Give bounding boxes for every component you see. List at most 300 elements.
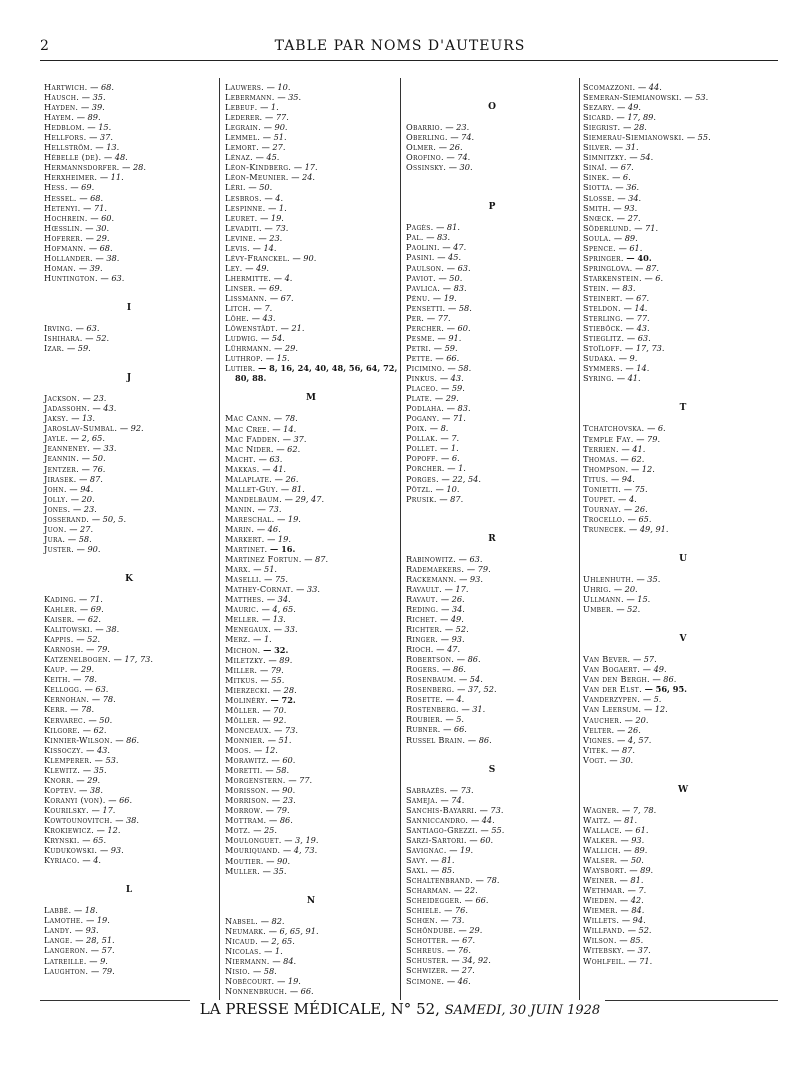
- index-entry: [44, 825, 214, 835]
- author-name: Laughton.: [44, 965, 89, 976]
- section-spacer: [44, 353, 214, 373]
- page-references: — 53.: [94, 754, 119, 765]
- page-references: — 63.: [75, 322, 100, 333]
- page-references: — 52.: [76, 634, 101, 645]
- index-entry: [583, 885, 783, 895]
- page-references: — 76.: [444, 905, 468, 916]
- section-spacer: [583, 564, 783, 574]
- footer-date: SAMEDI, 30 JUIN 1928: [444, 1003, 601, 1018]
- page-references: — 53.: [684, 92, 709, 103]
- page-references: — 84.: [272, 955, 297, 966]
- page-references: — 86.: [115, 734, 140, 745]
- author-name: Landy.: [44, 925, 73, 936]
- author-name: Schotter.: [406, 935, 449, 946]
- author-name: Snœck.: [583, 212, 615, 223]
- author-name: Umber.: [583, 604, 614, 615]
- page-references: — 51.: [267, 734, 292, 745]
- index-entry: [225, 835, 397, 845]
- index-entry: [406, 343, 578, 353]
- index-entry: [225, 645, 397, 655]
- page-references: — 86.: [467, 734, 492, 745]
- page-references: — 4.: [264, 192, 284, 203]
- author-name: Roubier.: [406, 714, 443, 725]
- page-references: — 34.: [441, 603, 465, 614]
- page-references: — 87.: [439, 493, 464, 504]
- section-letter: W: [677, 784, 689, 795]
- section-spacer: [406, 544, 578, 554]
- index-entry: [583, 213, 783, 223]
- author-name: Siegrist.: [583, 122, 621, 133]
- index-entry: [225, 604, 397, 614]
- index-entry: [225, 162, 397, 172]
- index-entry: [44, 935, 214, 945]
- index-entry: [406, 353, 578, 363]
- page-references: — 47.: [436, 644, 461, 655]
- page-references: — 84.: [620, 905, 645, 916]
- page-references: — 19.: [432, 292, 457, 303]
- page-references: — 58.: [447, 362, 472, 373]
- index-entry: [44, 132, 214, 142]
- author-name: Richter.: [406, 624, 443, 635]
- page-references: — 89.: [613, 232, 638, 243]
- index-entry: [225, 735, 397, 745]
- section-spacer: [44, 865, 214, 885]
- index-entry: [406, 945, 578, 955]
- page-references: — 77.: [426, 312, 451, 323]
- author-name: Morawitz.: [225, 755, 269, 766]
- section-letter: N: [306, 895, 316, 906]
- page-references: — 4, 73.: [282, 845, 318, 856]
- index-entry: [406, 303, 578, 313]
- page-references: — 28.: [122, 162, 146, 173]
- page-references: — 51.: [262, 132, 287, 143]
- author-name: Krynski.: [44, 835, 80, 846]
- author-name: Motz.: [225, 825, 251, 836]
- author-name: Lévy-Franckel.: [225, 252, 290, 263]
- page-references: — 40.: [626, 252, 652, 263]
- author-name: Sabrazès.: [406, 784, 448, 795]
- page-references: — 58.: [448, 302, 472, 313]
- page-references: — 66.: [443, 724, 467, 735]
- index-entry: [225, 203, 397, 213]
- page-references: — 12.: [630, 463, 655, 474]
- index-entry: [225, 715, 397, 725]
- index-entry: [406, 242, 578, 252]
- index-entry: [406, 805, 578, 815]
- author-name: Sezary.: [583, 102, 615, 113]
- author-name: Meller.: [225, 614, 260, 625]
- index-entry: [44, 765, 214, 775]
- author-name: Jura.: [44, 533, 66, 544]
- index-entry: [406, 965, 578, 975]
- index-entry: [225, 564, 397, 574]
- page-references: — 34.: [617, 192, 642, 203]
- page-references: — 27.: [69, 523, 94, 534]
- author-name: Moutier.: [225, 855, 264, 866]
- author-name: Pavlica.: [406, 282, 441, 293]
- index-entry: [44, 795, 214, 805]
- index-entry: [583, 915, 783, 925]
- author-name: Langeron.: [44, 945, 89, 956]
- author-name: Lemort.: [225, 142, 259, 153]
- author-name: Tournay.: [583, 503, 622, 514]
- page-references: — 20.: [613, 584, 638, 595]
- author-name: Syring.: [583, 373, 615, 384]
- page-references: — 93.: [99, 845, 124, 856]
- author-name: Hetenyi.: [44, 202, 81, 213]
- index-entry: [583, 253, 783, 263]
- page-references: — 37.: [282, 433, 307, 444]
- author-name: Hollander.: [44, 252, 93, 263]
- author-name: Niermann.: [225, 955, 270, 966]
- page-references: — 46.: [256, 523, 281, 534]
- author-name: Witebsky.: [583, 945, 625, 956]
- index-entry: [225, 695, 397, 705]
- author-name: Jeannin.: [44, 453, 80, 464]
- author-name: Möller.: [225, 714, 260, 725]
- author-name: Rademaekers.: [406, 563, 465, 574]
- author-name: Mac Cann.: [225, 413, 272, 424]
- page-references: — 4.: [82, 855, 102, 866]
- author-name: Martinez Fortun.: [225, 554, 302, 565]
- author-name: Hartwich.: [44, 82, 88, 92]
- author-name: Scharman.: [406, 885, 452, 896]
- author-name: Ley.: [225, 262, 243, 273]
- index-entry: [225, 122, 397, 132]
- page-references: — 56, 95.: [644, 684, 687, 695]
- author-name: Mouriquand.: [225, 845, 281, 856]
- page-references: — 87.: [611, 744, 635, 755]
- index-entry: [225, 936, 397, 946]
- page-references: — 75.: [623, 483, 648, 494]
- index-entry: [406, 323, 578, 333]
- author-name: Santiago-Grezzi.: [406, 824, 478, 835]
- index-entry: [583, 654, 783, 664]
- index-entry: [225, 785, 397, 795]
- page-references: — 79.: [636, 433, 661, 444]
- page-references: — 62.: [82, 724, 107, 735]
- page-references: — 79.: [265, 805, 290, 816]
- column-divider: [579, 78, 580, 1000]
- section-letter: V: [679, 634, 687, 645]
- author-name: Kaup.: [44, 664, 68, 675]
- page-references: — 70.: [262, 704, 287, 715]
- index-entry: [406, 474, 578, 484]
- author-name: Katzenelbogen.: [44, 654, 111, 665]
- page-references: — 83.: [426, 232, 451, 243]
- index-entry: [583, 895, 783, 905]
- author-name: Smith.: [583, 202, 611, 213]
- page-references: — 44.: [470, 814, 495, 825]
- page-references: — 48.: [103, 152, 128, 163]
- author-name: Klewitz.: [44, 764, 81, 775]
- author-name: Menegaux.: [225, 624, 272, 635]
- author-name: Percher.: [406, 322, 445, 333]
- section-letter: S: [488, 764, 496, 775]
- author-name: Vogt.: [583, 754, 607, 765]
- index-entry: [225, 655, 397, 665]
- index-entry: [44, 92, 214, 102]
- page-references: — 26.: [617, 724, 641, 735]
- page-references: — 60.: [469, 834, 494, 845]
- author-name: Sarzi-Sartori.: [406, 834, 467, 845]
- index-entry: [583, 504, 783, 514]
- page-references: — 50.: [438, 272, 463, 283]
- index-entry: [583, 243, 783, 253]
- page-references: — 63.: [458, 553, 483, 564]
- index-entry: [44, 715, 214, 725]
- author-name: Spence.: [583, 242, 616, 253]
- index-entry: [583, 283, 783, 293]
- author-name: Krokiewicz.: [44, 825, 94, 836]
- index-entry: [225, 544, 397, 554]
- index-entry: [406, 714, 578, 724]
- page-references: — 78.: [273, 413, 298, 424]
- page-references: — 34, 92.: [451, 955, 491, 966]
- author-name: Sanniccandro.: [406, 814, 469, 825]
- author-name: Springlova.: [583, 262, 633, 273]
- index-entry: [44, 273, 214, 283]
- author-name: Uhrig.: [583, 584, 612, 595]
- author-name: Rubner.: [406, 724, 441, 735]
- author-name: Léri.: [225, 182, 246, 193]
- author-name: Marx.: [225, 564, 251, 575]
- index-entry: [583, 594, 783, 604]
- column-divider: [219, 78, 220, 1000]
- author-name: Ravaut.: [406, 593, 439, 604]
- author-name: Merz.: [225, 634, 251, 645]
- section-spacer: [406, 172, 578, 202]
- index-entry: [406, 855, 578, 865]
- author-name: Podlaha.: [406, 403, 445, 414]
- index-entry: [225, 956, 397, 966]
- footer-journal: LA PRESSE MÉDICALE, N° 52,: [199, 1000, 440, 1018]
- page-references: — 93.: [440, 634, 465, 645]
- index-entry: [583, 162, 783, 172]
- author-name: Pötzl.: [406, 483, 433, 494]
- page-references: — 13.: [261, 614, 286, 625]
- author-name: Petri.: [406, 342, 432, 353]
- author-name: Van Leersum.: [583, 704, 642, 715]
- author-name: Jaroslav-Sumbal.: [44, 423, 118, 434]
- index-entry: [225, 193, 397, 203]
- section-letter: J: [126, 373, 132, 384]
- index-entry: [225, 926, 397, 936]
- index-entry: [406, 845, 578, 855]
- page-references: — 27.: [616, 212, 641, 223]
- page-references: — 43.: [625, 323, 650, 334]
- author-name: Möller.: [225, 704, 260, 715]
- index-entry: [44, 102, 214, 112]
- page-references: — 79.: [90, 965, 115, 976]
- page-references: — 92.: [262, 714, 287, 725]
- author-name: Richet.: [406, 613, 438, 624]
- page-references: — 22, 54.: [441, 473, 481, 484]
- index-entry: [225, 172, 397, 182]
- index-entry: [44, 966, 214, 976]
- author-name: Karnosh.: [44, 644, 84, 655]
- author-name: Titus.: [583, 473, 609, 484]
- author-name: Kahler.: [44, 604, 78, 615]
- page-references: — 89.: [623, 845, 648, 855]
- page-references: — 85.: [430, 865, 455, 875]
- page-references: — 71.: [634, 222, 659, 233]
- author-name: Hellström.: [44, 142, 93, 153]
- index-entry: [44, 755, 214, 765]
- author-name: Miletzky.: [225, 654, 266, 665]
- index-entry: [225, 614, 397, 624]
- page-references: — 83.: [611, 282, 636, 293]
- page-references: — 29, 47.: [284, 493, 325, 504]
- index-column-1: [44, 82, 214, 976]
- author-name: Herxheimer.: [44, 172, 98, 183]
- index-entry: [44, 233, 214, 243]
- author-name: Nabsel.: [225, 915, 259, 926]
- page-references: — 41.: [262, 463, 287, 474]
- index-entry: [44, 494, 214, 504]
- author-name: Rostenberg.: [406, 704, 459, 715]
- index-entry: [225, 132, 397, 142]
- page-references: — 83.: [442, 282, 467, 293]
- author-name: Huntington.: [44, 272, 98, 283]
- author-name: Ringer.: [406, 634, 439, 645]
- author-name: Reding.: [406, 603, 439, 614]
- index-entry: [406, 333, 578, 343]
- section-spacer: [44, 383, 214, 393]
- index-entry: [225, 675, 397, 685]
- page-references: — 49.: [245, 262, 270, 273]
- page-references: — 51.: [253, 564, 278, 575]
- index-entry: [406, 152, 578, 162]
- index-entry: [225, 213, 397, 223]
- page-references: — 10.: [266, 82, 291, 92]
- author-name: Stieglitz.: [583, 333, 625, 344]
- index-entry: [406, 634, 578, 644]
- section-letter: U: [679, 553, 687, 564]
- page-references: — 37.: [626, 945, 651, 956]
- index-entry: [225, 413, 397, 423]
- index-entry: [44, 775, 214, 785]
- author-name: Simnitzky.: [583, 152, 627, 163]
- author-name: Juster.: [44, 543, 75, 554]
- author-name: Jeanneney.: [44, 443, 91, 454]
- page-references: — 6, 65, 91.: [268, 925, 319, 936]
- page-references: — 63.: [626, 333, 651, 344]
- index-entry: [44, 945, 214, 955]
- page-references: — 29.: [274, 343, 298, 354]
- section-spacer: [406, 112, 578, 122]
- page-references: — 66.: [435, 352, 460, 363]
- index-entry: [406, 935, 578, 945]
- page-references: — 68.: [79, 192, 104, 203]
- index-entry: [225, 966, 397, 976]
- page-references: — 83.: [446, 403, 471, 414]
- author-name: Willets.: [583, 915, 620, 926]
- author-name: Steinert.: [583, 292, 623, 303]
- index-entry: [225, 725, 397, 735]
- author-name: Léon-Kindberg.: [225, 162, 292, 173]
- author-name: Rosette.: [406, 694, 444, 705]
- page-references: — 18.: [73, 905, 98, 916]
- author-name: Paulson.: [406, 262, 445, 273]
- page-references: — 39.: [80, 102, 105, 113]
- index-entry: [44, 193, 214, 203]
- index-entry: [583, 293, 783, 303]
- page-references: — 61.: [624, 824, 649, 835]
- author-name: Pensetti.: [406, 302, 446, 313]
- index-entry: [225, 665, 397, 675]
- index-entry: [583, 694, 783, 704]
- page-references: — 65.: [82, 835, 107, 846]
- author-name: Jayle.: [44, 433, 69, 444]
- index-entry: [225, 986, 397, 996]
- author-name: Pinkus.: [406, 373, 438, 384]
- page-references: — 4, 65.: [261, 604, 296, 615]
- page-references: — 52.: [444, 624, 469, 635]
- index-entry: [583, 423, 783, 433]
- index-entry: [225, 554, 397, 564]
- page-title: TABLE PAR NOMS D'AUTEURS: [274, 38, 526, 54]
- index-entry: [406, 976, 578, 986]
- section-letter: R: [488, 533, 496, 544]
- page-references: — 10.: [435, 483, 460, 494]
- author-name: Matthes.: [225, 594, 265, 605]
- author-name: Kyriaco.: [44, 855, 80, 866]
- page-references: — 1.: [447, 463, 466, 474]
- page-references: — 7.: [440, 433, 460, 444]
- page-references: — 2, 65.: [70, 433, 105, 444]
- index-entry: [225, 815, 397, 825]
- index-entry: [583, 855, 783, 865]
- index-entry: [406, 925, 578, 935]
- author-name: Kaiser.: [44, 614, 75, 625]
- page-references: — 19.: [277, 975, 301, 986]
- author-name: Paviot.: [406, 272, 436, 283]
- author-name: Jentzer.: [44, 463, 79, 474]
- page-references: — 77.: [625, 313, 650, 324]
- page-references: — 66.: [108, 794, 133, 805]
- author-name: Homan.: [44, 262, 77, 273]
- page-references: — 19.: [260, 212, 284, 223]
- index-entry: [44, 142, 214, 152]
- index-entry: [225, 504, 397, 514]
- author-name: Rogers.: [406, 664, 440, 675]
- author-name: Thompson.: [583, 463, 629, 474]
- author-name: Siotta.: [583, 182, 613, 193]
- page-references: — 60.: [90, 212, 115, 223]
- page-references: — 6.: [441, 453, 460, 464]
- author-name: Kernohan.: [44, 694, 90, 705]
- page-references: — 7.: [627, 885, 647, 896]
- page-references: — 32.: [263, 644, 289, 655]
- index-entry: [406, 604, 578, 614]
- author-name: Van Bever.: [583, 654, 631, 665]
- page-references: — 91.: [437, 332, 462, 343]
- page-references: — 69.: [70, 182, 95, 193]
- header-rule: [40, 60, 778, 61]
- index-entry: [583, 203, 783, 213]
- page-references: — 93.: [620, 834, 645, 845]
- index-entry: [225, 444, 397, 454]
- index-entry: [406, 795, 578, 805]
- page-references: — 19.: [277, 513, 301, 524]
- page-references: — 50.: [248, 182, 273, 193]
- author-name: Van Bogaert.: [583, 664, 641, 675]
- author-name: Markert.: [225, 534, 265, 545]
- author-name: Walser.: [583, 855, 618, 866]
- author-name: Moulonguet.: [225, 835, 282, 846]
- page-references: — 14.: [625, 363, 650, 374]
